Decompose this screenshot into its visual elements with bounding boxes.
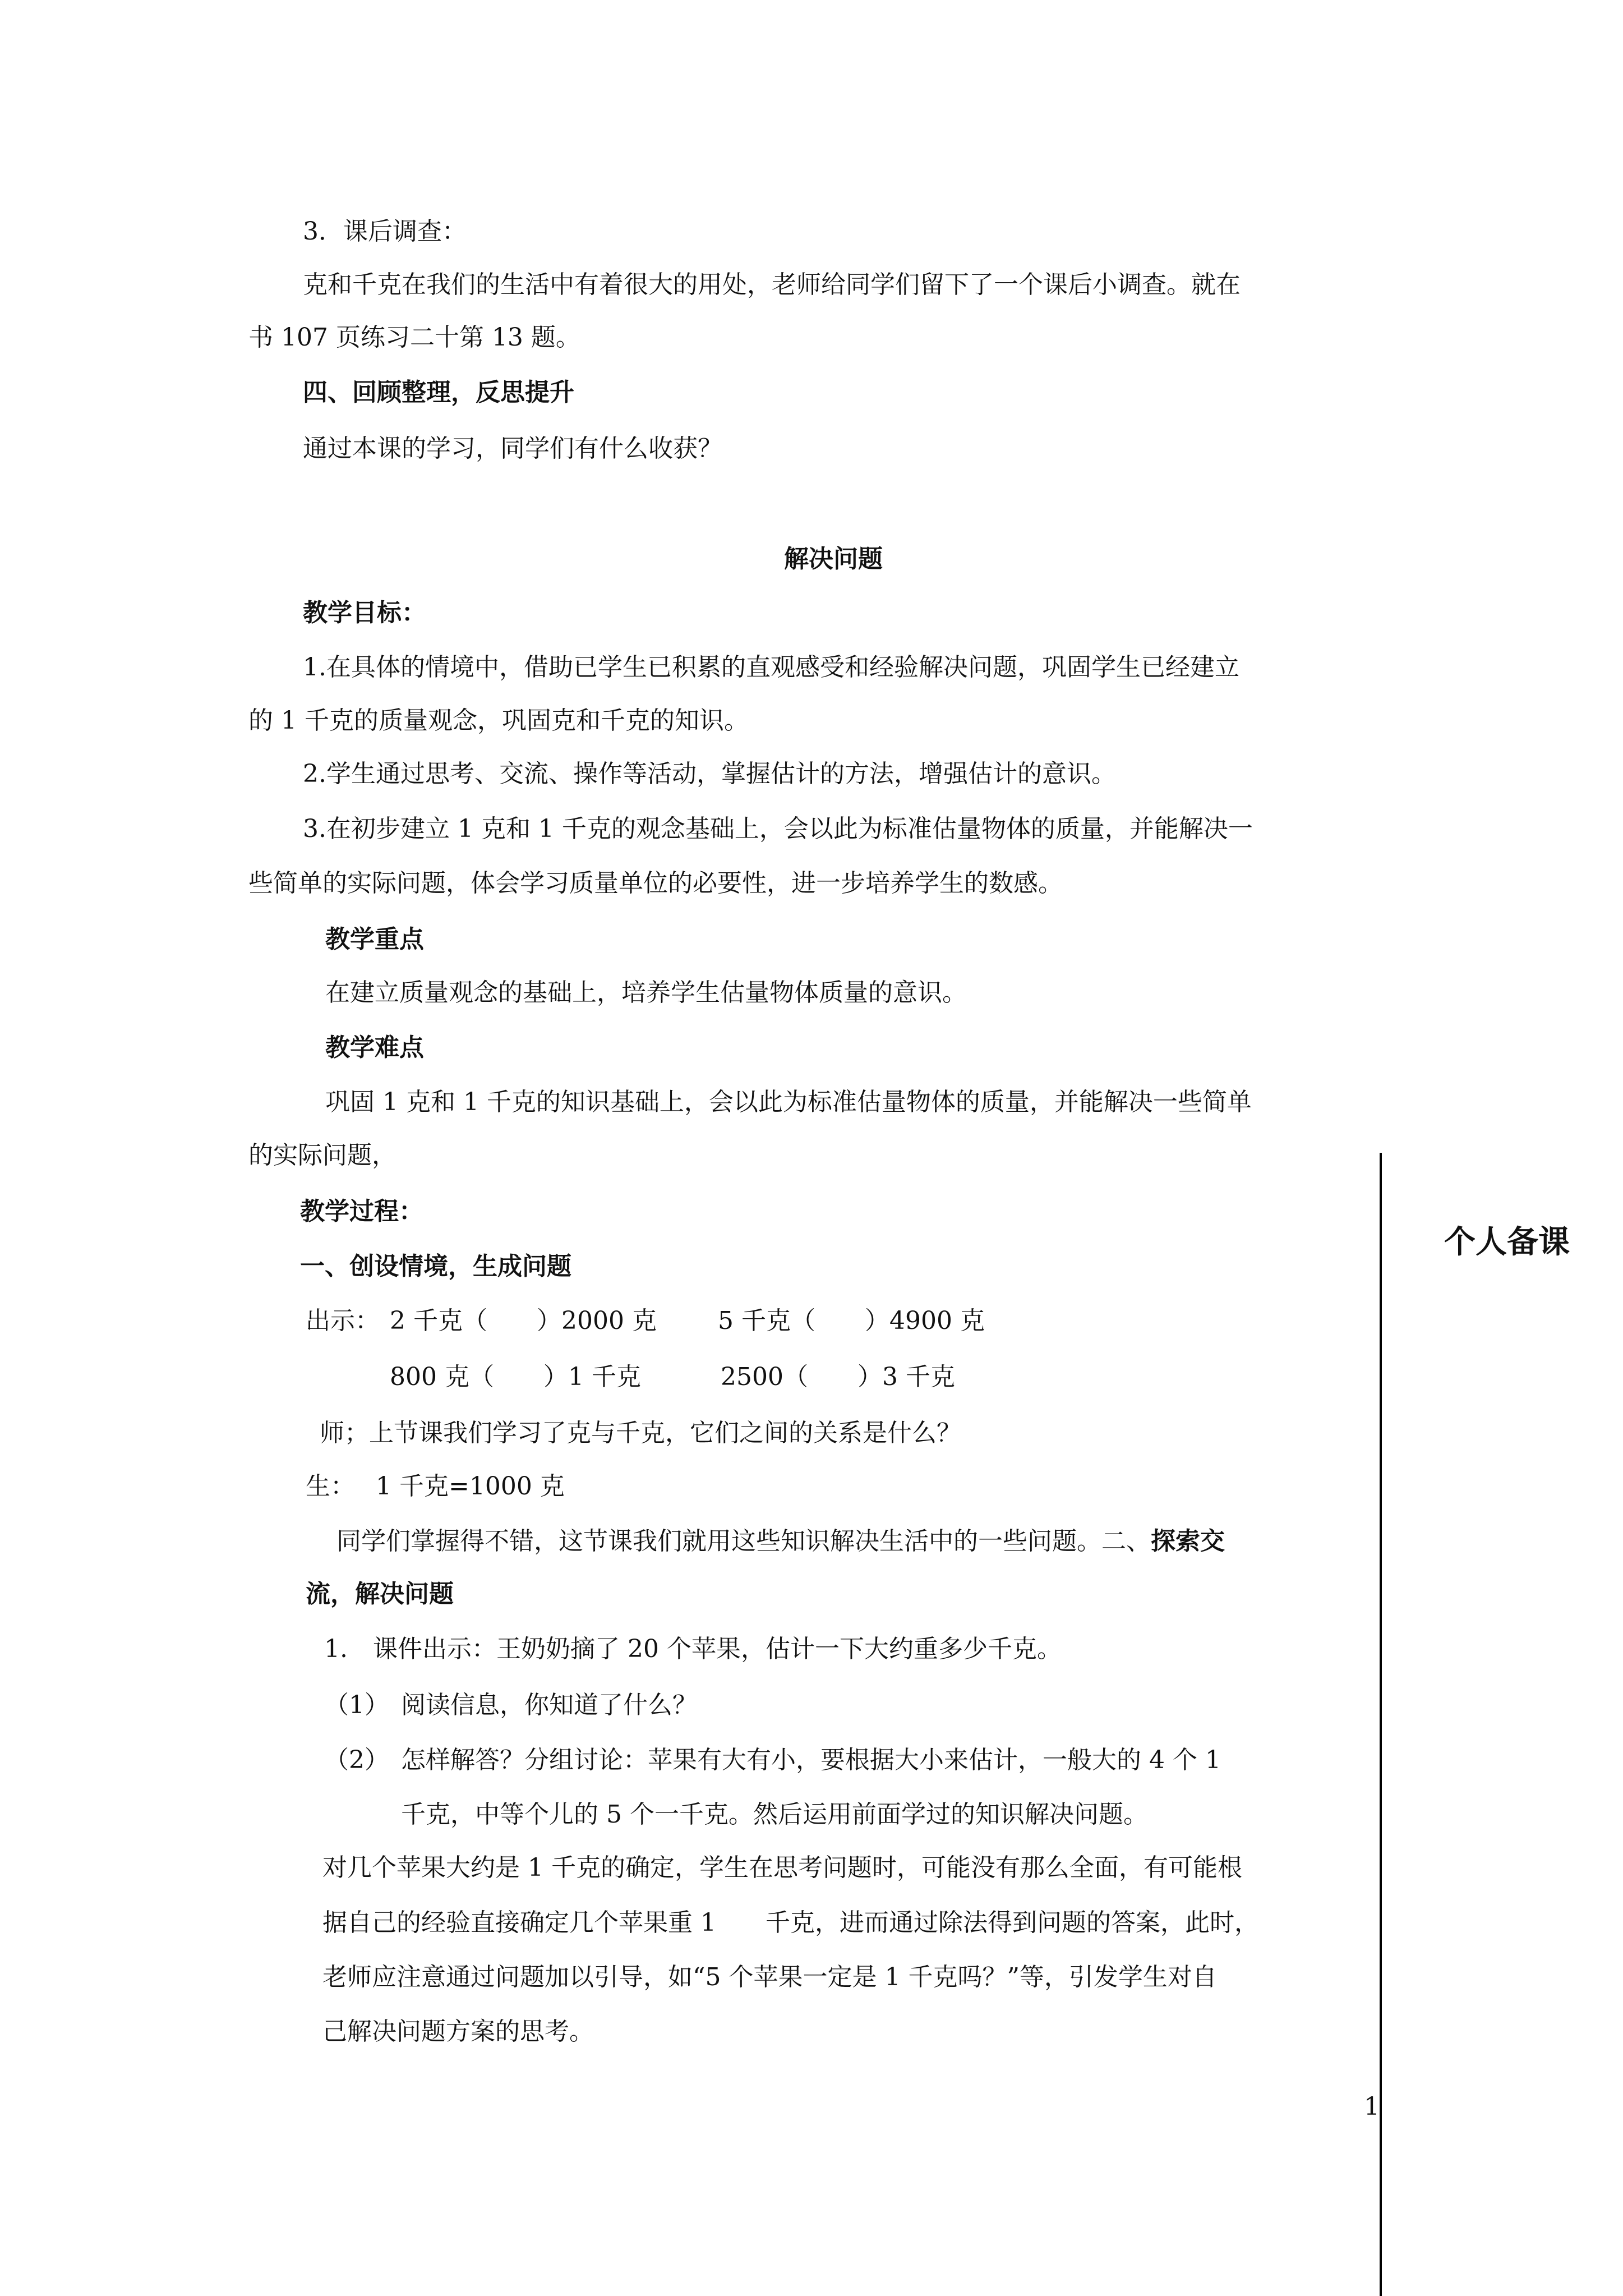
process-heading: 教学过程： [300,1197,423,1226]
margin-divider [1380,1153,1382,2296]
exercise-2: 5 千克（ ）4900 克 [718,1306,985,1335]
personal-prep-label: 个人备课 [1444,1224,1570,1260]
part2-heading-start: 探索交 [1151,1527,1225,1556]
student-label: 生： [306,1472,355,1501]
note-line-1: 对几个苹果大约是 1 千克的确定，学生在思考问题时，可能没有那么全面，有可能根 [322,1853,1242,1882]
key-points-text: 在建立质量观念的基础上，培养学生估量物体质量的意识。 [325,978,967,1007]
task-1-number: 1. [324,1635,348,1663]
goal-1-line-1: 1.在具体的情境中，借助已学生已积累的直观感受和经验解决问题，巩固学生已经建立 [303,653,1239,682]
difficulty-line-1: 巩固 1 克和 1 千克的知识基础上，会以此为标准估量物体的质量，并能解决一些简单 [325,1088,1252,1116]
sub-2-line-1: 怎样解答？分组讨论：苹果有大有小，要根据大小来估计，一般大的 4 个 1 [401,1746,1221,1774]
item3-line-1: 克和千克在我们的生活中有着很大的用处，老师给同学们留下了一个课后小调查。就在 [303,270,1241,299]
key-points-heading: 教学重点 [325,925,424,954]
exercise-3: 800 克（ ）1 千克 [390,1363,641,1391]
sub-2-line-2: 千克，中等个儿的 5 个一千克。然后运用前面学过的知识解决问题。 [401,1800,1148,1829]
goal-1-line-2: 的 1 千克的质量观念，巩固克和千克的知识。 [248,706,749,735]
teacher-line: 师；上节课我们学习了克与千克，它们之间的关系是什么？ [320,1419,961,1447]
lesson-title: 解决问题 [784,545,883,573]
goals-heading: 教学目标： [303,599,426,627]
exercise-4: 2500（ ）3 千克 [721,1363,955,1391]
part4-question: 通过本课的学习，同学们有什么收获？ [303,434,722,463]
transition-text: 同学们掌握得不错，这节课我们就用这些知识解决生活中的一些问题。二、 [336,1527,1151,1556]
sub-2-number: （2） [324,1746,389,1774]
student-answer: 1 千克=1000 克 [376,1472,565,1501]
item3-line-2: 书 107 页练习二十第 13 题。 [248,323,580,352]
transition-line [336,1525,1225,1558]
part2-heading-rest: 流，解决问题 [306,1580,454,1608]
task-1-text: 课件出示：王奶奶摘了 20 个苹果，估计一下大约重多少千克。 [373,1635,1062,1663]
goal-3-line-2: 些简单的实际问题，体会学习质量单位的必要性，进一步培养学生的数感。 [248,869,1063,898]
difficulty-heading: 教学难点 [325,1033,424,1062]
note-line-3: 老师应注意通过问题加以引导，如“5 个苹果一定是 1 千克吗？”等，引发学生对自 [322,1963,1217,1991]
part4-heading: 四、回顾整理，反思提升 [303,378,574,407]
show-label: 出示： [306,1306,380,1335]
note-line-2: 据自己的经验直接确定几个苹果重 1 千克，进而通过除法得到问题的答案，此时， [322,1908,1259,1937]
goal-3-line-1: 3.在初步建立 1 克和 1 千克的观念基础上，会以此为标准估量物体的质量，并能解决一 [303,815,1253,843]
part1-heading: 一、创设情境，生成问题 [300,1252,571,1281]
note-line-4: 己解决问题方案的思考。 [322,2017,594,2046]
page-number: 1 [1364,2092,1380,2121]
sub-1-text: 阅读信息，你知道了什么？ [401,1691,697,1719]
sub-1-number: （1） [324,1691,389,1719]
exercise-1: 2 千克（ ）2000 克 [390,1306,657,1335]
goal-2: 2.学生通过思考、交流、操作等活动，掌握估计的方法，增强估计的意识。 [303,760,1116,788]
item3-heading: 3．课后调查： [303,217,467,246]
difficulty-line-2: 的实际问题， [248,1141,396,1170]
